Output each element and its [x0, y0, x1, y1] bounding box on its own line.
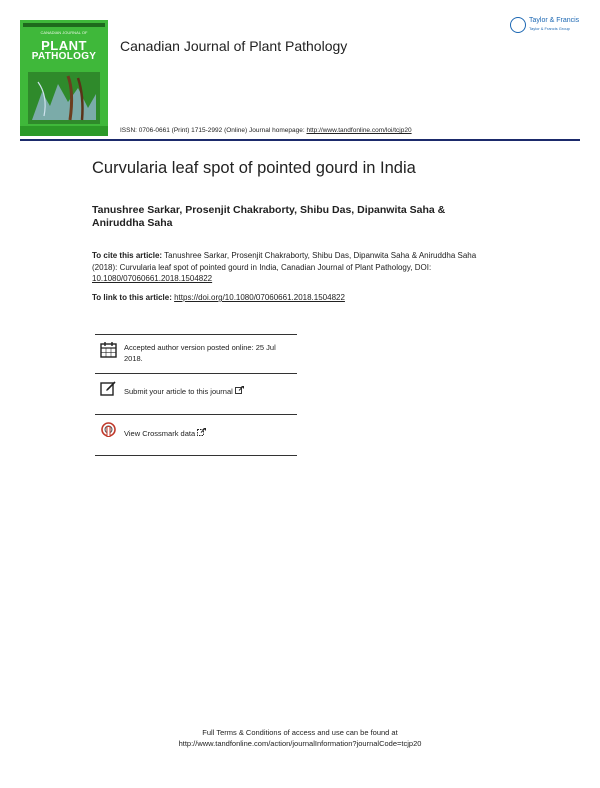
view-crossmark-link[interactable]: [124, 428, 206, 440]
actions-divider-2: [95, 414, 297, 415]
external-link-icon: [197, 428, 206, 436]
submit-article-label: Submit your article to this journal: [124, 387, 233, 396]
cover-top-bar: [23, 23, 105, 27]
issn-line: [120, 127, 412, 134]
actions-divider-bottom: [95, 455, 297, 456]
footer: [0, 727, 600, 749]
header-divider: [20, 139, 580, 141]
cover-figure: [28, 72, 100, 124]
journal-homepage-link[interactable]: http://www.tandfonline.com/loi/tcjp20: [306, 127, 412, 134]
external-link-icon: [235, 386, 244, 394]
citation-label: To cite this article:: [92, 251, 163, 260]
article-doi-url[interactable]: https://doi.org/10.1080/07060661.2018.1504822: [174, 293, 345, 302]
accepted-version-text: Accepted author version posted online: 25 Jul 2018.: [124, 343, 276, 363]
article-title: Curvularia leaf spot of pointed gourd in India: [92, 159, 416, 177]
citation-block: [92, 250, 502, 285]
issn-text: ISSN: 0706-0661 (Print) 1715-2992 (Online) Journal homepage:: [120, 127, 307, 134]
crossmark-label: View Crossmark data: [124, 429, 196, 438]
article-authors: Tanushree Sarkar, Prosenjit Chakraborty, Shibu Das, Dipanwita Saha & Aniruddha Saha: [92, 204, 446, 229]
publisher-logo[interactable]: [510, 16, 582, 36]
publisher-name: Taylor & Francis: [529, 17, 580, 24]
cover-bottom-bar: [20, 126, 108, 136]
publisher-tagline: Taylor & Francis Group: [529, 26, 570, 31]
cover-title-line1: PLANT: [41, 38, 87, 53]
article-link-label: To link to this article:: [92, 293, 175, 302]
journal-title: Canadian Journal of Plant Pathology: [120, 38, 348, 54]
article-link-block: [92, 293, 492, 302]
crossmark-icon: [101, 422, 116, 439]
actions-divider-1: [95, 373, 297, 374]
citation-doi-link[interactable]: 10.1080/07060661.2018.1504822: [92, 274, 213, 283]
actions-divider-top: [95, 334, 297, 335]
submit-article-link[interactable]: [124, 386, 244, 398]
edit-icon: [100, 380, 117, 397]
footer-terms-text: Full Terms & Conditions of access and use can be found at: [202, 728, 398, 737]
cover-title-line2: PATHOLOGY: [31, 51, 97, 62]
citation-text: Tanushree Sarkar, Prosenjit Chakraborty, Shibu Das, Dipanwita Saha & Aniruddha Saha (2018): Curvularia leaf spot of pointed gourd in India, Canadian Journal of Plant Pathology, DOI:: [92, 251, 477, 272]
calendar-icon: [100, 341, 117, 358]
cover-small-text: CANADIAN JOURNAL OF: [40, 30, 88, 35]
footer-terms-url[interactable]: http://www.tandfonline.com/action/journalInformation?journalCode=tcjp20: [178, 739, 422, 748]
journal-cover-image: [20, 20, 108, 136]
publisher-logo-icon: [510, 17, 526, 33]
